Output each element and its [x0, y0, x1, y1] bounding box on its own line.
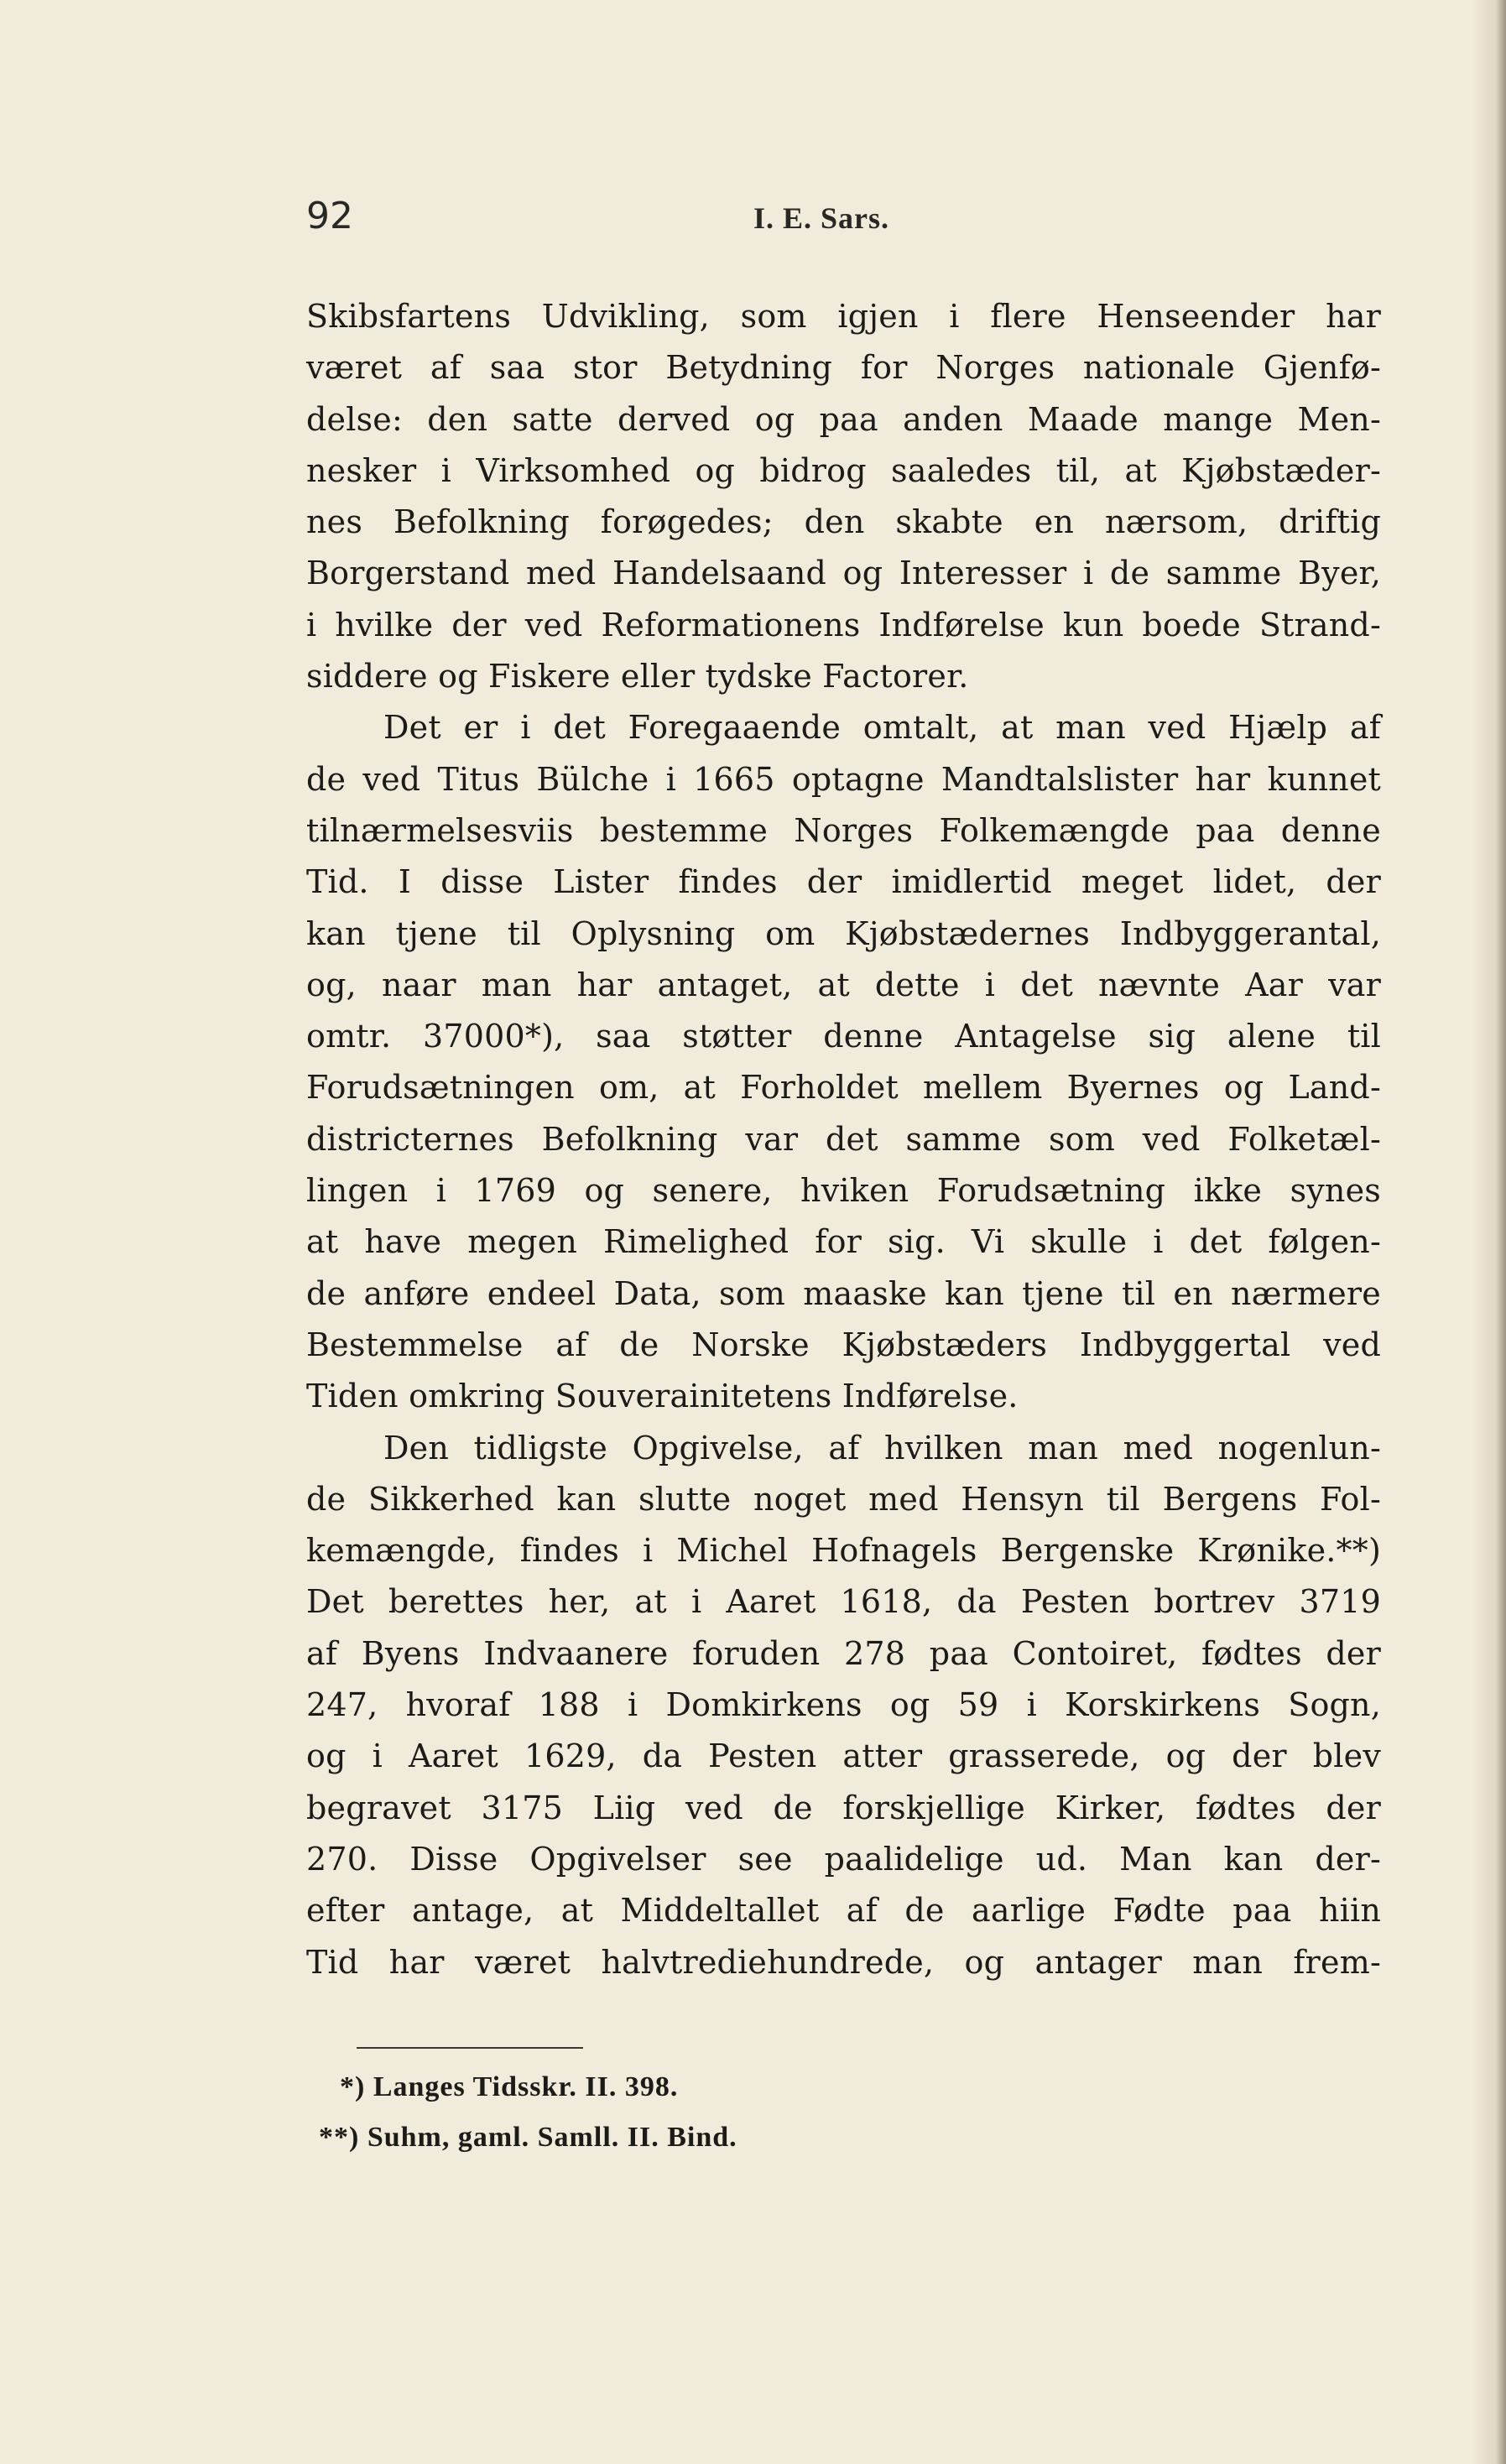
page-edge-shadow	[1472, 0, 1506, 2464]
running-head: I. E. Sars.	[753, 201, 890, 235]
text-line: af Byens Indvaanere foruden 278 paa Contoiret, fødtes der	[306, 1634, 1381, 1672]
text-line: 247, hvoraf 188 i Domkirkens og 59 i Korskirkens Sogn,	[306, 1686, 1381, 1724]
text-line: Det er i det Foregaaende omtalt, at man ved Hjælp af	[383, 709, 1381, 747]
text-line: og i Aaret 1629, da Pesten atter grasserede, og der blev	[306, 1737, 1381, 1775]
text-line: i hvilke der ved Reformationens Indførelse kun boede Strand-	[306, 606, 1381, 643]
text-line: efter antage, at Middeltallet af de aarlige Fødte paa hiin	[306, 1892, 1381, 1930]
footnote-mark: **)	[319, 2122, 360, 2153]
footnote	[319, 2112, 1074, 2163]
text-line: Skibsfartens Udvikling, som igjen i flere Henseender har	[306, 298, 1381, 335]
text-line: delse: den satte derved og paa anden Maade mange Men-	[306, 400, 1381, 438]
text-line: nes Befolkning forøgedes; den skabte en nærsom, driftig	[306, 503, 1381, 541]
text-line: kan tjene til Oplysning om Kjøbstædernes Indbyggerantal,	[306, 914, 1381, 952]
text-line: Borgerstand med Handelsaand og Interesser i de samme Byer,	[306, 555, 1381, 592]
text-line: Tid har været halvtrediehundrede, og antager man frem-	[306, 1943, 1381, 1981]
footnotes	[319, 2062, 1074, 2163]
text-line: omtr. 37000*), saa støtter denne Antagelse sig alene til	[306, 1018, 1381, 1055]
footnote-mark: *)	[340, 2071, 366, 2102]
text-line: Tiden omkring Souverainitetens Indførelse.	[306, 1378, 1019, 1415]
text-line: at have megen Rimelighed for sig. Vi skulle i det følgen-	[306, 1223, 1381, 1261]
footnote-text: Langes Tidsskr. II. 398.	[373, 2071, 679, 2102]
text-line: lingen i 1769 og senere, hviken Forudsætning ikke synes	[306, 1172, 1381, 1210]
text-line: de Sikkerhed kan slutte noget med Hensyn til Bergens Fol-	[306, 1480, 1381, 1518]
text-line: Det berettes her, at i Aaret 1618, da Pesten bortrev 3719	[306, 1583, 1381, 1621]
footnote-divider	[357, 2047, 583, 2049]
text-line: de ved Titus Bülche i 1665 optagne Mandtalslister har kunnet	[306, 760, 1381, 798]
footnote	[319, 2062, 1074, 2112]
text-line: districternes Befolkning var det samme som ved Folketæl-	[306, 1120, 1381, 1158]
page-header	[306, 191, 1397, 242]
text-line: de anføre endeel Data, som maaske kan tjene til en nærmere	[306, 1274, 1381, 1312]
text-line: Tid. I disse Lister findes der imidlertid meget lidet, der	[306, 863, 1381, 901]
text-line: Bestemmelse af de Norske Kjøbstæders Indbyggertal ved	[306, 1326, 1381, 1363]
text-line: tilnærmelsesviis bestemme Norges Folkemængde paa denne	[306, 811, 1381, 849]
text-line: 270. Disse Opgivelser see paalidelige ud. Man kan der-	[306, 1840, 1381, 1878]
text-line: Forudsætningen om, at Forholdet mellem Byernes og Land-	[306, 1069, 1381, 1107]
text-line: Den tidligste Opgivelse, af hvilken man med nogenlun-	[383, 1429, 1381, 1466]
text-line: nesker i Virksomhed og bidrog saaledes til, at Kjøbstæder-	[306, 451, 1381, 489]
text-line: siddere og Fiskere eller tydske Factorer.	[306, 658, 969, 695]
page-number: 92	[306, 195, 353, 237]
text-line: kemængde, findes i Michel Hofnagels Bergenske Krønike.**)	[306, 1532, 1381, 1570]
footnote-text: Suhm, gaml. Samll. II. Bind.	[367, 2122, 737, 2153]
text-line: begravet 3175 Liig ved de forskjellige Kirker, fødtes der	[306, 1789, 1381, 1826]
text-line: været af saa stor Betydning for Norges nationale Gjenfø-	[306, 349, 1381, 387]
text-line: og, naar man har antaget, at dette i det nævnte Aar var	[306, 966, 1381, 1003]
body-text	[306, 291, 1381, 1988]
